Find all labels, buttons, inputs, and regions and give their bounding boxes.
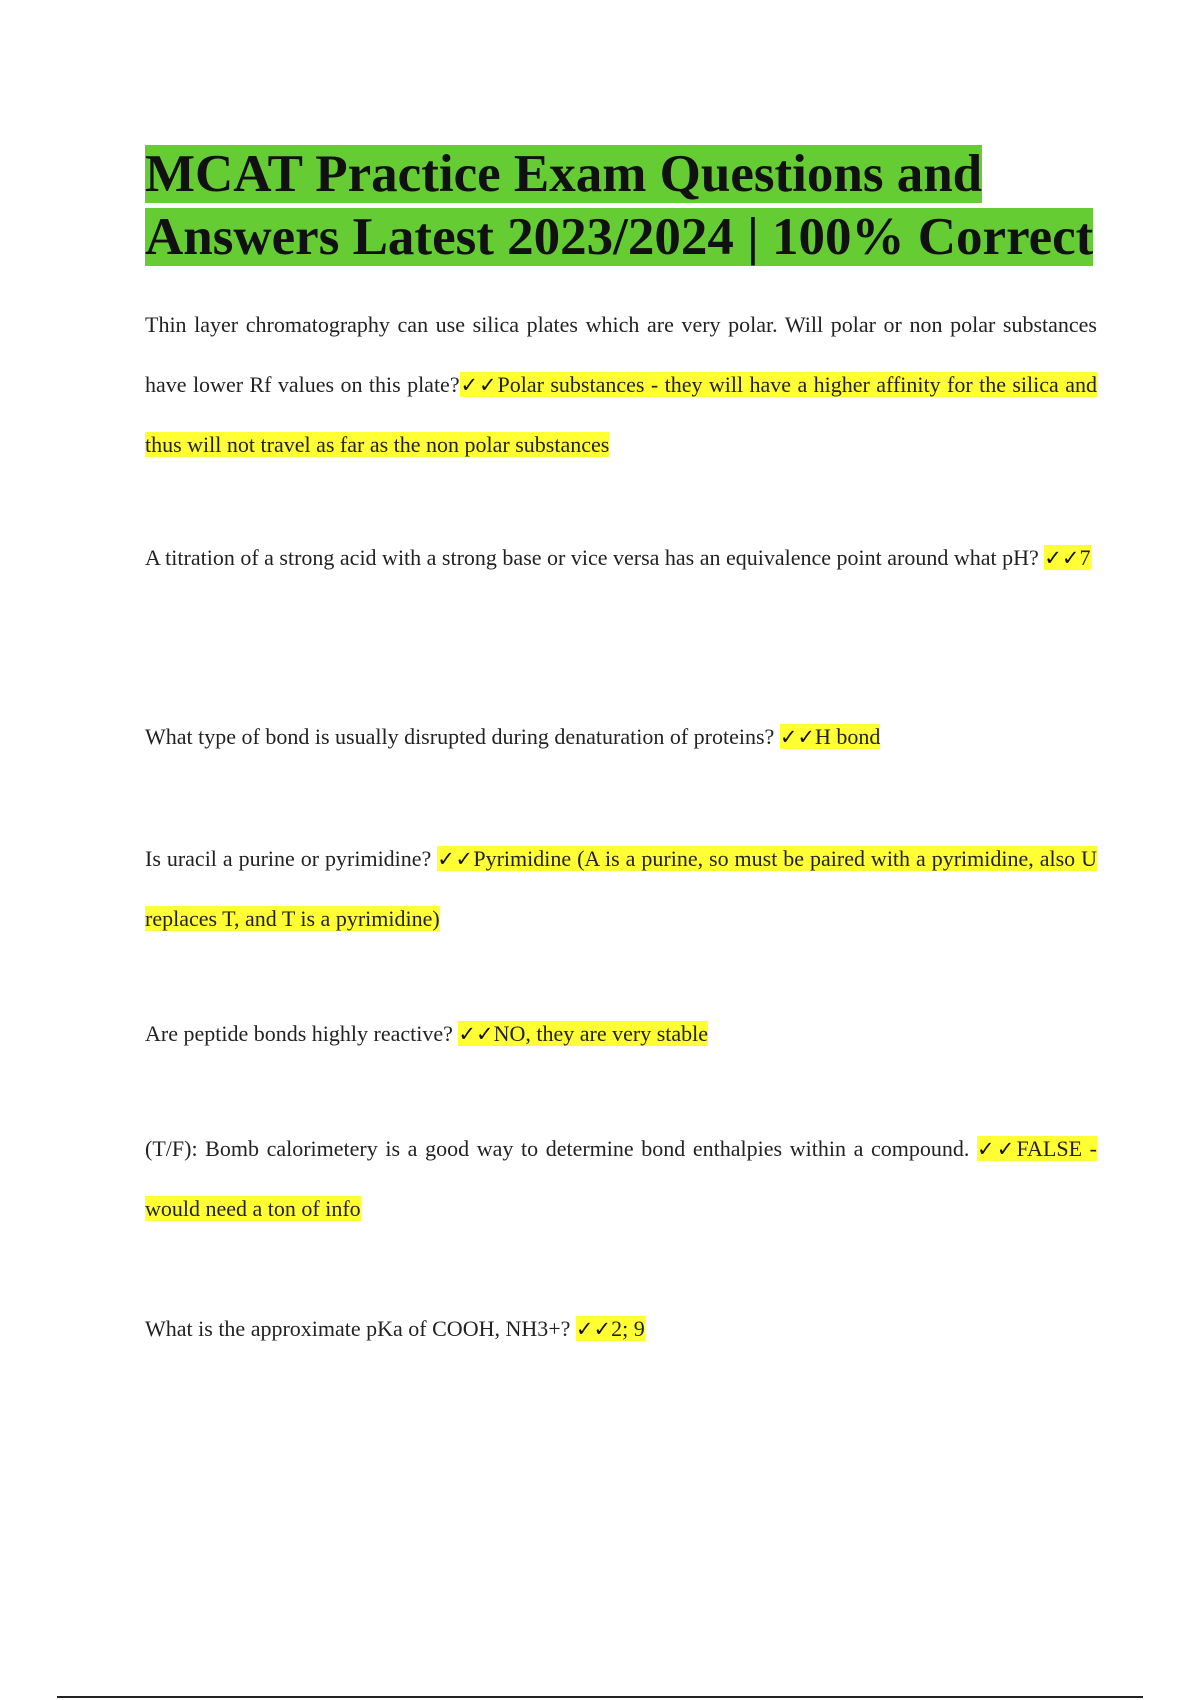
double-check-icon: ✓✓ xyxy=(575,1317,612,1341)
answer-text: Polar substances - they will have a higher affinity for the silica and thus will not travel as far as the non polar substances xyxy=(145,372,1097,457)
qa-item-4 xyxy=(145,829,1097,949)
answer-highlight xyxy=(576,1316,645,1341)
title-highlight: MCAT Practice Exam Questions and Answers Latest 2023/2024 | 100% Correct xyxy=(145,145,1094,266)
qa-item-7 xyxy=(145,1299,1097,1359)
answer-text: H bond xyxy=(815,724,881,749)
double-check-icon: ✓✓ xyxy=(459,373,498,397)
answer-text: 2; 9 xyxy=(611,1316,645,1341)
answer-text: FALSE - would need a ton of info xyxy=(145,1136,1098,1221)
qa-item-3 xyxy=(145,707,1097,767)
question-text: What is the approximate pKa of COOH, NH3+? xyxy=(145,1316,571,1341)
footer-divider xyxy=(57,1696,1143,1698)
question-text: Is uracil a purine or pyrimidine? xyxy=(145,846,432,871)
qa-item-6 xyxy=(145,1119,1097,1239)
answer-highlight xyxy=(1044,545,1090,570)
qa-item-5 xyxy=(145,1004,1097,1064)
answer-text: NO, they are very stable xyxy=(493,1021,709,1046)
qa-item-2 xyxy=(145,528,1097,588)
double-check-icon: ✓✓ xyxy=(779,725,816,749)
double-check-icon: ✓✓ xyxy=(977,1137,1017,1161)
question-text: Thin layer chromatography can use silica plates which are very polar. Will polar or non polar substances have lower Rf values on this plate? xyxy=(145,312,1097,397)
answer-text: 7 xyxy=(1079,545,1091,570)
answer-highlight xyxy=(780,724,881,749)
answer-highlight xyxy=(458,1021,708,1046)
question-text: What type of bond is usually disrupted during denaturation of proteins? xyxy=(145,724,775,749)
double-check-icon: ✓✓ xyxy=(1044,546,1080,570)
question-text: Are peptide bonds highly reactive? xyxy=(145,1021,453,1046)
answer-text: Pyrimidine (A is a purine, so must be paired with a pyrimidine, also U replaces T, and T is a pyrimidine) xyxy=(145,846,1097,931)
question-text: (T/F): Bomb calorimetery is a good way to determine bond enthalpies within a compound. xyxy=(145,1136,970,1161)
double-check-icon: ✓✓ xyxy=(458,1022,494,1046)
double-check-icon: ✓✓ xyxy=(437,847,474,871)
document-title xyxy=(145,143,1185,269)
qa-item-1 xyxy=(145,295,1097,475)
question-text: A titration of a strong acid with a strong base or vice versa has an equivalence point around what pH? xyxy=(145,545,1039,570)
